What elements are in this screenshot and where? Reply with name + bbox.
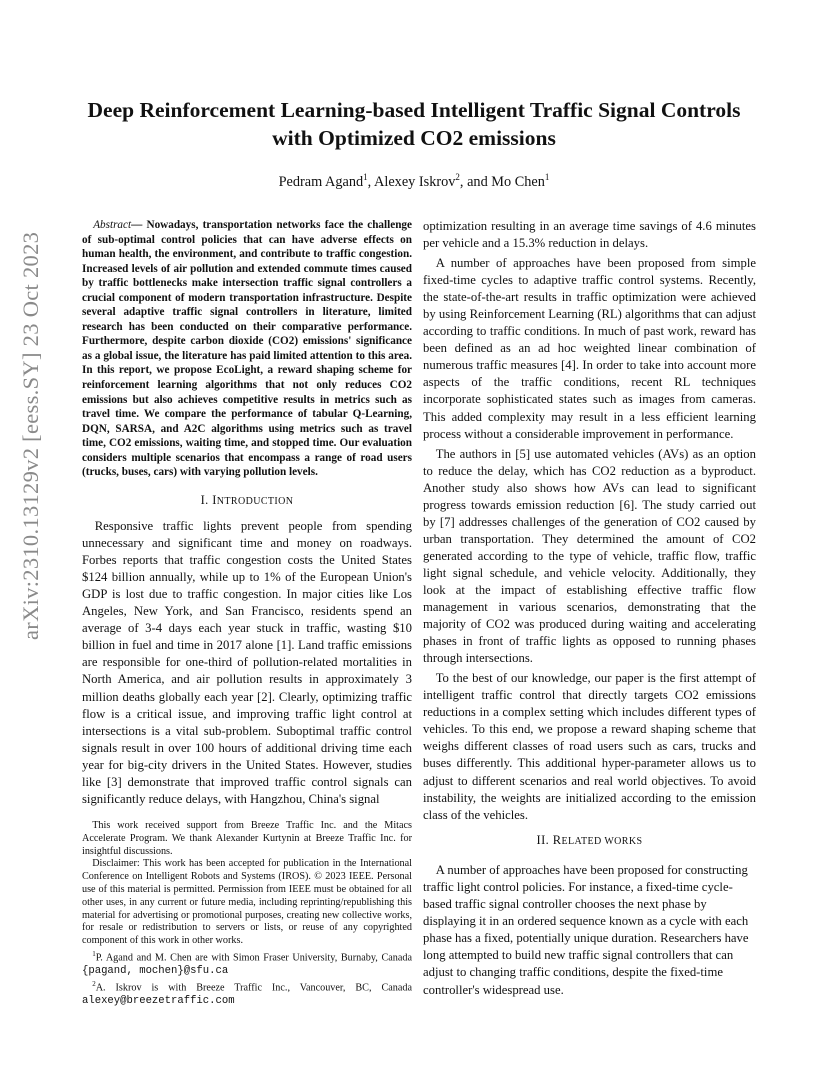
intro-paragraph-1: Responsive traffic lights prevent people from spending unnecessary and significant time and money on roadways. Forbes reports that traffic congestion costs the United States $124 billion annually, while up to 1% of the European Union's GDP is lost due to traffic congestion. In major cities like Los Angeles, New York, and San Francisco, residents spend an average of 3-4 days each year stuck in traffic, wasting $10 billion in fuel and time in 2017 alone [1]. Land traffic emissions are responsible for one-third of pollution-related mortalities in North America, and air pollution results in approximately 3 million deaths globally each year [2]. Clearly, optimizing traffic flow is a critical issue, and improving traffic light control at intersections is a vital sub-problem. Suboptimal traffic control signals result in over 100 hours of additional driving time each year for big-city drivers in the United States. However, studies like [3] demonstrate that improved traffic control signals can significantly reduce delays, with Hangzhou, China's signal <box>82 519 412 806</box>
author-name: Alexey Iskrov <box>374 173 456 190</box>
section-numeral: I. <box>200 492 213 507</box>
author-affiliation-mark: 1 <box>544 172 550 182</box>
intro-paragraph-1-continued: optimization resulting in an average time savings of 4.6 minutes per vehicle and a 15.3% reduction in delays. <box>423 219 756 251</box>
author-separator: , and <box>459 173 492 190</box>
related-works-section <box>423 826 756 1002</box>
author-separator: , <box>367 173 375 190</box>
footnote-affiliation-2 <box>82 978 412 1008</box>
email-sfu[interactable]: {pagand, mochen}@sfu.ca <box>82 965 229 978</box>
author-name: Mo Chen <box>491 173 545 190</box>
author-name: Pedram Agand <box>278 173 364 190</box>
intro-paragraph-2: A number of approaches have been proposed from simple fixed-time cycles to adaptive traffic control systems. Recently, the state-of-the-art results in traffic optimization were achieved by using Reinforcement Learning (RL) algorithms that can adjust according to traffic conditions. In much of past work, reward has been defined as an ad hoc weighted linear combination of numerous traffic measures [4]. In order to take into account more aspects of the traffic conditions, recent RL techniques incorporate sophisticated states such as images from cameras. This added complexity may result in a less efficient learning process without a considerable improvement in performance. <box>423 256 756 441</box>
right-column <box>423 218 756 827</box>
title-line-2: with Optimized CO2 emissions <box>272 126 556 150</box>
section-heading-introduction <box>82 492 412 510</box>
abstract <box>82 218 412 480</box>
section-initial: I <box>212 492 217 507</box>
arxiv-identifier-stamp: arXiv:2310.13129v2 [eess.SY] 23 Oct 2023 <box>18 231 43 640</box>
section-title-rest: ELATED WORKS <box>561 836 643 847</box>
author-affiliation-mark: 2 <box>455 172 460 182</box>
author-list <box>60 172 768 191</box>
abstract-label: Abstract <box>93 219 132 231</box>
footnote-affiliation-1 <box>82 948 412 978</box>
footnote-support: This work received support from Breeze Traffic Inc. and the Mitacs Accelerate Program. We thank Alexander Kurtynin at Breeze Traffic Inc. for insightful discussions. <box>82 820 412 857</box>
intro-paragraph-4: To the best of our knowledge, our paper is the first attempt of intelligent traffic control that directly targets CO2 emissions reductions in a complex setting which includes different types of vehicles. To this end, we propose a reward shaping scheme that weighs different classes of road users such as cars, trucks and buses differently. This additional hyper-parameter allows us to adjust to different scenarios and real world objectives. To avoid instability, the weights are initialized according to the emission class of the vehicles. <box>423 671 756 822</box>
footnote-affiliation-text: A. Iskrov is with Breeze Traffic Inc., Vancouver, BC, Canada <box>95 982 412 994</box>
related-paragraph-1: A number of approaches have been proposed for constructing traffic light control policies. For instance, a fixed-time cycle-based traffic signal controller chooses the next phase by displaying it in an ordered sequence known as a cycle with each phase has a fixed, potentially unique duration. Researchers have long attempted to build new traffic signal controllers that can adjust to changing traffic conditions, despite the fixed-time controller's widespread use. <box>423 863 749 997</box>
section-title-rest: NTRODUCTION <box>216 495 294 507</box>
left-column <box>82 218 412 811</box>
footnote-mark: 2 <box>92 979 96 988</box>
footnote-mark: 1 <box>92 949 96 958</box>
footnotes <box>82 820 412 1008</box>
email-breeze[interactable]: alexey@breezetraffic.com <box>82 995 235 1008</box>
section-initial: R <box>552 833 562 847</box>
intro-paragraph-3: The authors in [5] use automated vehicles (AVs) as an option to reduce the delay, which has CO2 reduction as a byproduct. Another study also shows how AVs can lead to significant progress towards emission reduction [6]. The study carried out by [7] addresses challenges of the generation of CO2 caused by urban transportation. They determined the amount of CO2 generated according to the type of vehicle, traffic flow, traffic light signal schedule, and vehicle velocity. Additionally, they look at the impact of establishing effective traffic flow management in various scenarios, demonstrating that the majority of CO2 was produced during waiting and accelerating phases in front of traffic lights as opposed to running phases through intersections. <box>423 446 756 666</box>
section-numeral: II. <box>536 833 553 847</box>
section-heading-related-works <box>423 832 756 850</box>
paper-title <box>60 96 768 152</box>
author-affiliation-mark: 1 <box>363 172 368 182</box>
footnote-disclaimer: Disclaimer: This work has been accepted for publication in the International Conference on Intelligent Robots and Systems (IROS). © 2023 IEEE. Personal use of this material is permitted. Permission from IEEE must be obtained for all other uses, in any current or future media, including reprinting/republishing this material for advertising or promotional purposes, creating new collective works, for resale or redistribution to servers or lists, or reuse of any copyrighted component of this work in other works. <box>82 858 412 947</box>
footnote-affiliation-text: P. Agand and M. Chen are with Simon Fraser University, Burnaby, Canada <box>95 952 412 964</box>
title-line-1: Deep Reinforcement Learning-based Intelligent Traffic Signal Controls <box>87 98 741 122</box>
abstract-text: — Nowadays, transportation networks face the challenge of sub-optimal control policies that can have adverse effects on human health, the environment, and contribute to traffic congestion. Increased levels of air pollution and extended commute times caused by traffic bottlenecks make intersection traffic signal controllers a crucial component of modern transportation infrastructure. Despite several adaptive traffic signal controllers in literature, limited research has been conducted on their comparative performance. Furthermore, despite carbon dioxide (CO2) emissions' significance as a global issue, the literature has paid limited attention to this area. In this report, we propose EcoLight, a reward shaping scheme for reinforcement learning algorithms that not only reduces CO2 emissions but also achieves competitive results in metrics such as travel time. We compare the performance of tabular Q-Learning, DQN, SARSA, and A2C algorithms using metrics such as travel time, CO2 emissions, waiting time, and stopped time. Our evaluation considers multiple scenarios that encompass a range of road users (trucks, buses, cars) with varying pollution levels. <box>82 219 412 479</box>
